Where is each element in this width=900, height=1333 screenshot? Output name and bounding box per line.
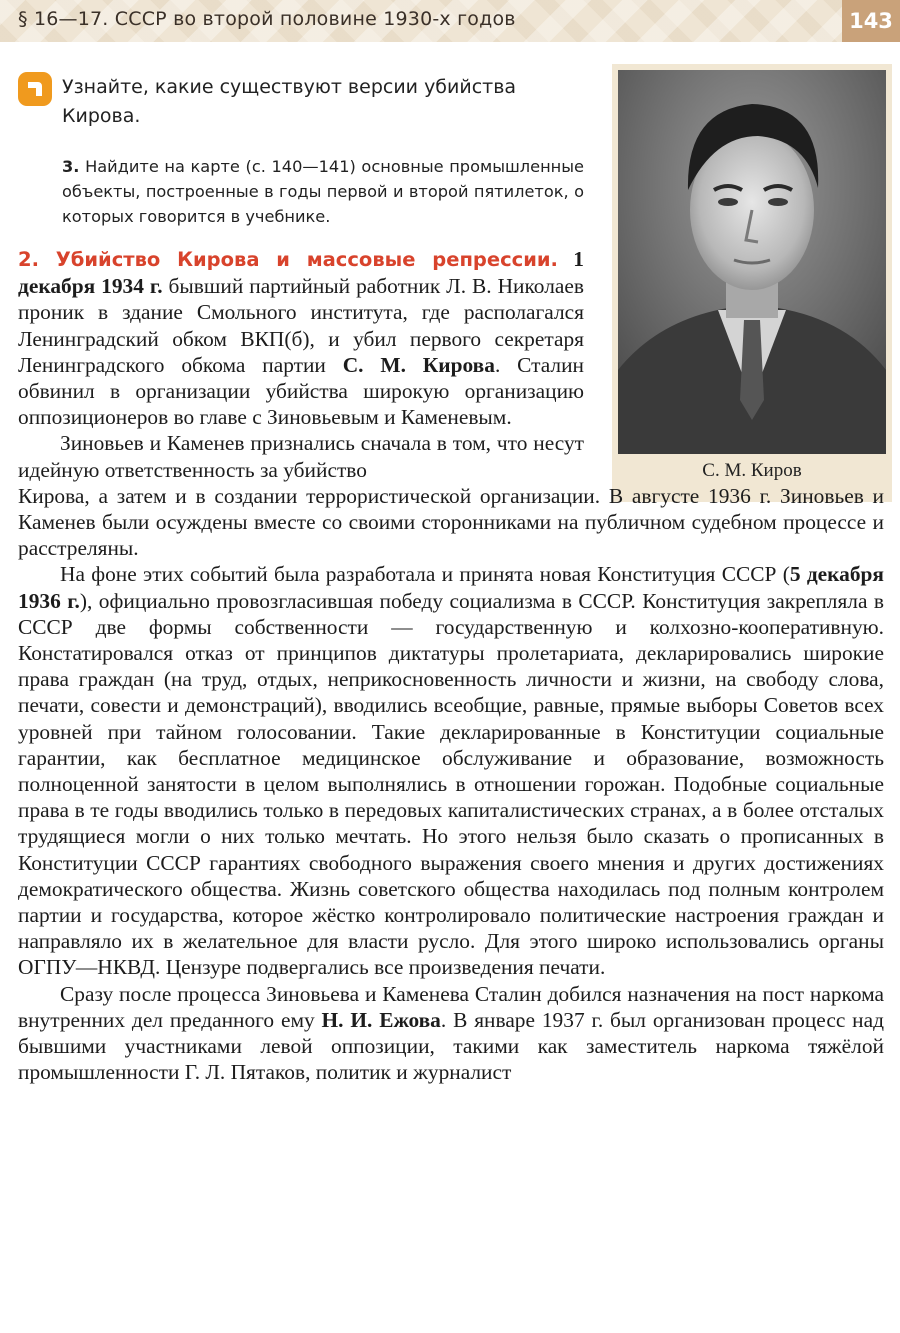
kirov-name: С. М. Кирова — [342, 352, 495, 377]
paragraph-4-text-b: . В январе 1937 г. был организован процесс над бывшими участниками левой оппозиции, такими как заместитель наркома тяжёлой промышленности Г. Л. Пятаков, политик и журналист — [18, 1007, 884, 1085]
date-1936: 5 декабря 1936 г. — [18, 562, 885, 613]
task-text: Узнайте, какие существуют версии убийства Кирова. — [62, 76, 517, 127]
chapter-title: § 16—17. СССР во второй половине 1930-х годов — [18, 8, 516, 30]
paragraph-3-text-a: На фоне этих событий была разработала и принята новая Конституция СССР ( — [60, 562, 790, 587]
task-arrow-icon — [18, 72, 52, 106]
page-header — [0, 0, 900, 42]
question-3 — [62, 154, 584, 229]
paragraph-2b: Кирова, а затем и в создании террористической организации. В августе 1936 г. Зиновьев и Каменев были осуждены вместе со своими сторонниками на публичном судебном процессе и расстреляны. — [18, 483, 884, 561]
paragraph-1-text-b: . Сталин обвинил в организации убийства широкую организацию оппозиционеров во главе с Зиновьевым и Каменевым. — [18, 352, 584, 430]
paragraph-3 — [18, 561, 884, 980]
question-number: 3. — [62, 157, 80, 176]
paragraph-2a: Зиновьев и Каменев признались сначала в том, что несут идейную ответственность за убийство — [18, 431, 584, 482]
date-1934: 1 декабря 1934 г. — [18, 247, 584, 299]
page-number: 143 — [842, 0, 900, 42]
main-text — [18, 246, 884, 1086]
yezhov-name: Н. И. Ежова — [321, 1007, 441, 1032]
section-heading: 2. Убийство Кирова и массовые репрессии. — [18, 248, 558, 271]
paragraph-1-text-a: бывший партийный работник Л. В. Николаев проник в здание Смольного института, где располагался Ленинградский обком ВКП(б), и убил первого секретаря Ленинградского обкома партии — [18, 274, 584, 377]
question-text: Найдите на карте (с. 140—141) основные промышленные объекты, построенные в годы первой и второй пятилеток, о которых говорится в учебнике. — [62, 157, 584, 226]
paragraph-4-text-a: Сразу после процесса Зиновьева и Каменева Сталин добился назначения на пост наркома внутренних дел преданного ему — [18, 981, 884, 1032]
paragraph-4 — [18, 981, 884, 1086]
paragraph-1 — [18, 246, 584, 430]
paragraph-3-text-b: ), официально провозгласившая победу социализма в СССР. Конституция закрепляла в СССР две формы собственности — государственную и колхозно-кооперативную. Констатировался отказ от принципов диктатуры пролетариата, декларировались широкие права граждан (на труд, отдых, неприкосновенность личности и жизни, на свободу слова, печати, совести и демонстраций), вводились всеобщие, равные, прямые выборы Советов всех уровней при тайном голосовании. Такие декларированные в Конституции социальные гарантии, как бесплатное медицинское обслуживание и образование, возможность полноценной занятости в целом выполнялись в отношении горожан. Подобные социальные права в те годы вводились только в передовых капиталистических странах, а в более отсталых трудящиеся могли о них только мечтать. Но этого нельзя было сказать о прописанных в Конституции СССР гарантиях свободного выражения своего мнения и других достижениях демократического общества. Жизнь советского общества находилась под полным контролем партии и государства, которое жёстко контролировало политические настроения граждан и направляло их в желательное для власти русло. Для этого широко использовались органы ОГПУ—НКВД. Цензуре подвергались все произведения печати. — [18, 588, 885, 980]
photo-caption: С. М. Киров — [702, 460, 802, 481]
